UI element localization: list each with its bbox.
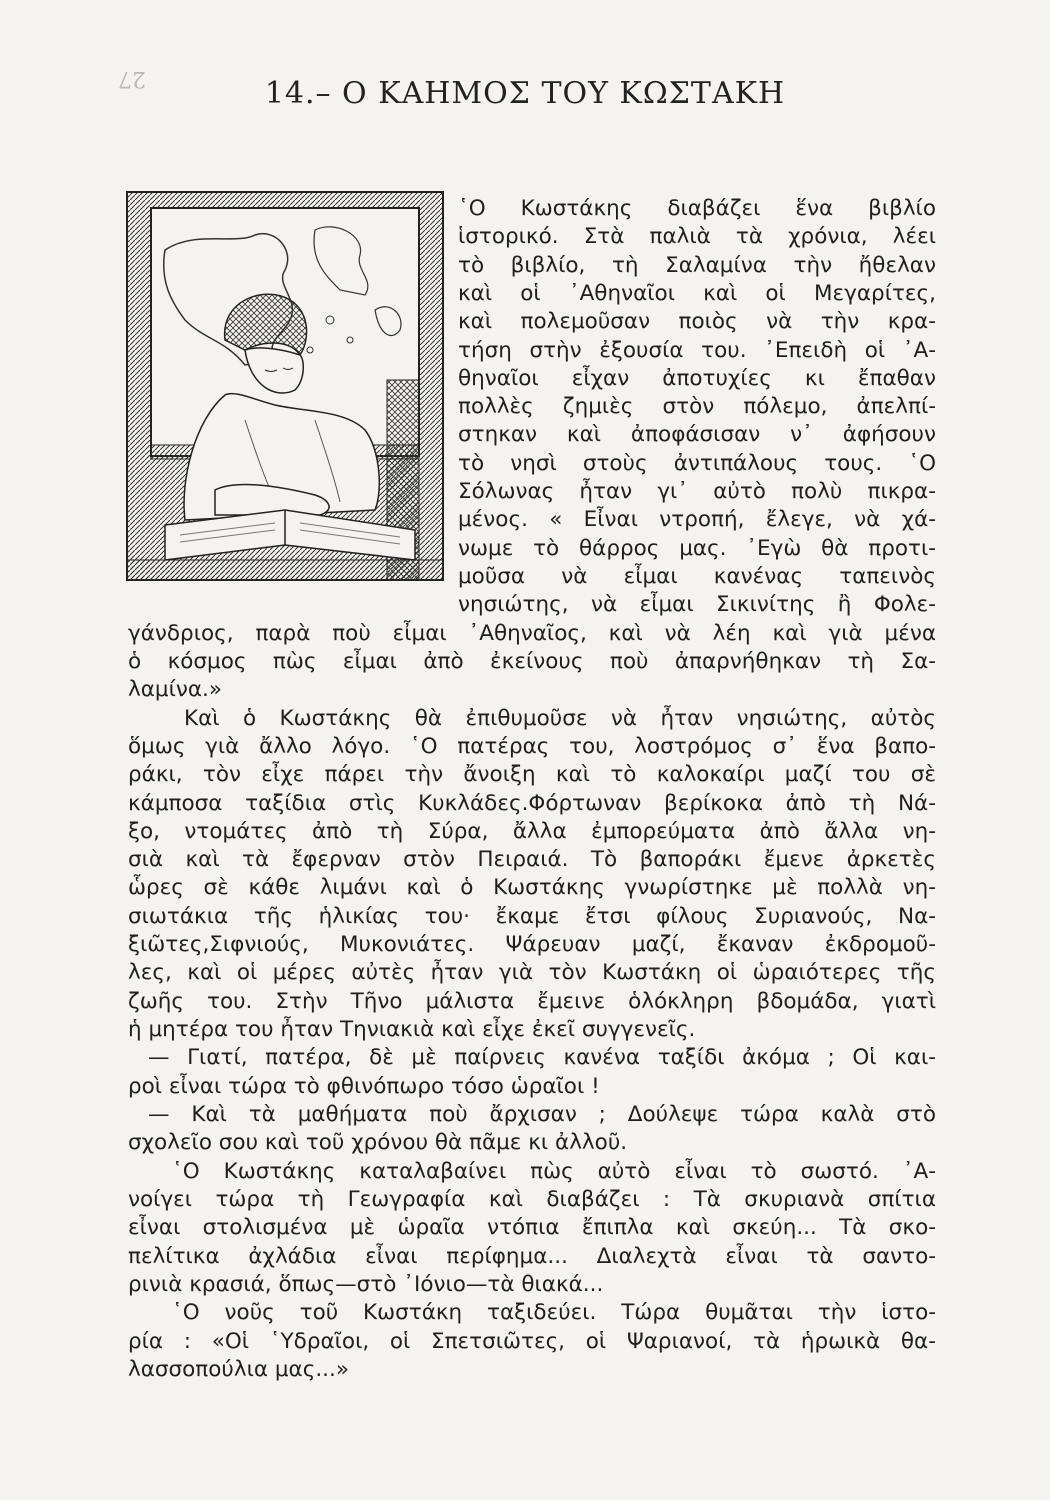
text-line: μένος. « Εἶναι ντροπή, ἔλεγε, νὰ χά- bbox=[458, 507, 936, 532]
text-line: θηναῖοι εἶχαν ἀποτυχίες κι ἔπαθαν bbox=[458, 366, 936, 391]
text-line: — Καὶ τὰ μαθήματα ποὺ ἄρχισαν ; Δούλεψε τώρα καλὰ στὸ bbox=[148, 1102, 936, 1127]
text-line: ὅμως γιὰ ἄλλο λόγο. ῾Ο πατέρας του, λοστρόμος σ᾿ ἕνα βαπο- bbox=[128, 734, 936, 759]
text-line: εἶναι στολισμένα μὲ ὡραῖα ντόπια ἔπιπλα καὶ σκεύη... Τὰ σκο- bbox=[128, 1215, 936, 1240]
text-line: ἱστορικό. Στὰ παλιὰ τὰ χρόνια, λέει bbox=[458, 224, 936, 249]
text-line: ῾Ο νοῦς τοῦ Κωστάκη ταξιδεύει. Τώρα θυμᾶται τὴν ἱστο- bbox=[172, 1300, 936, 1325]
text-line: στηκαν καὶ ἀποφάσισαν ν᾿ ἀφήσουν bbox=[458, 422, 936, 447]
chapter-title: 14.– Ο ΚΑΗΜΟΣ ΤΟΥ ΚΩΣΤΑΚΗ bbox=[264, 76, 786, 111]
text-line: ροὶ εἶναι τώρα τὸ φθινόπωρο τόσο ὡραῖοι ! bbox=[128, 1074, 600, 1099]
text-line: νοίγει τώρα τὴ Γεωγραφία καὶ διαβάζει : Τὰ σκυριανὰ σπίτια bbox=[128, 1187, 936, 1212]
text-line: νωμε τὸ θάρρος μας. ᾿Εγὼ θὰ προτι- bbox=[458, 536, 936, 561]
text-line: γάνδριος, παρὰ ποὺ εἶμαι ᾿Αθηναῖος, καὶ νὰ λέη καὶ γιὰ μένα bbox=[128, 621, 936, 646]
text-line: σχολεῖο σου καὶ τοῦ χρόνου θὰ πᾶμε κι ἀλλοῦ. bbox=[128, 1130, 628, 1155]
text-line: ράκι, τὸν εἶχε πάρει τὴν ἄνοιξη καὶ τὸ καλοκαίρι μαζί του σὲ bbox=[128, 762, 936, 787]
text-line: μοῦσα νὰ εἶμαι κανένας ταπεινὸς bbox=[458, 564, 936, 589]
text-line: λασσοπούλια μας...» bbox=[128, 1357, 349, 1382]
text-line: ξο, ντομάτες ἀπὸ τὴ Σύρα, ἄλλα ἐμπορεύματα ἀπὸ ἄλλα νη- bbox=[128, 819, 936, 844]
text-line: ῾Ο Κωστάκης διαβάζει ἕνα βιβλίο bbox=[458, 196, 936, 221]
text-line: σιωτάκια τῆς ἡλικίας του· ἔκαμε ἔτσι φίλους Συριανούς, Να- bbox=[128, 904, 936, 929]
text-line: — Γιατί, πατέρα, δὲ μὲ παίρνεις κανένα ταξίδι ἀκόμα ; Οἱ και- bbox=[148, 1045, 936, 1070]
text-line: κάμποσα ταξίδια στὶς Κυκλάδες.Φόρτωναν βερίκοκα ἀπὸ τὴ Νά- bbox=[128, 791, 936, 816]
text-line: ῾Ο Κωστάκης καταλαβαίνει πὼς αὐτὸ εἶναι τὸ σωστό. ᾿Α- bbox=[172, 1159, 936, 1184]
text-line: νησιώτης, νὰ εἶμαι Σικινίτης ἢ Φολε- bbox=[458, 592, 936, 617]
text-line: πελίτικα ἀχλάδια εἶναι περίφημα... Διαλεχτὰ εἶναι τὰ σαντο- bbox=[128, 1244, 936, 1269]
text-line: ἡ μητέρα του ἦταν Τηνιακιὰ καὶ εἶχε ἐκεῖ συγγενεῖς. bbox=[128, 1017, 696, 1042]
text-line: πολλὲς ζημιὲς στὸν πόλεμο, ἀπελπί- bbox=[458, 394, 936, 419]
text-line: Καὶ ὁ Κωστάκης θὰ ἐπιθυμοῦσε νὰ ἦταν νησιώτης, αὐτὸς bbox=[184, 706, 936, 731]
text-line: Σόλωνας ἦταν γι᾿ αὐτὸ πολὺ πικρα- bbox=[458, 479, 936, 504]
text-line: καὶ πολεμοῦσαν ποιὸς νὰ τὴν κρα- bbox=[458, 309, 936, 334]
text-line: ρία : «Οἱ ῾Υδραῖοι, οἱ Σπετσιῶτες, οἱ Ψαριανοί, τὰ ἡρωικὰ θα- bbox=[128, 1329, 936, 1354]
text-line: ὧρες σὲ κάθε λιμάνι καὶ ὁ Κωστάκης γνωρίστηκε μὲ πολλὰ νη- bbox=[128, 875, 936, 900]
boy-reading-illustration bbox=[125, 190, 445, 582]
text-line: ξιῶτες,Σιφνιούς, Μυκονιάτες. Ψάρευαν μαζί, ἔκαναν ἐκδρομοῦ- bbox=[128, 932, 936, 957]
text-line: σιὰ καὶ τὰ ἔφερναν στὸν Πειραιά. Τὸ βαποράκι ἔμενε ἀρκετὲς bbox=[128, 847, 936, 872]
page-number: 27 bbox=[118, 66, 146, 91]
text-line: ρινιὰ κρασιά, ὅπως—στὸ ᾿Ιόνιο—τὰ θιακά... bbox=[128, 1272, 604, 1297]
text-line: τὸ βιβλίο, τὴ Σαλαμίνα τὴν ἤθελαν bbox=[458, 253, 936, 278]
text-line: τὸ νησὶ στοὺς ἀντιπάλους τους. ῾Ο bbox=[458, 451, 936, 476]
text-line: ὁ κόσμος πὼς εἶμαι ἀπὸ ἐκείνους ποὺ ἀπαρνήθηκαν τὴ Σα- bbox=[128, 649, 936, 674]
text-line: τήση στὴν ἐξουσία του. ᾿Επειδὴ οἱ ᾿Α- bbox=[458, 338, 936, 363]
text-line: ζωῆς του. Στὴν Τῆνο μάλιστα ἔμεινε ὁλόκληρη βδομάδα, γιατὶ bbox=[128, 989, 936, 1014]
text-line: καὶ οἱ ᾿Αθηναῖοι καὶ οἱ Μεγαρίτες, bbox=[458, 281, 936, 306]
text-line: λες, καὶ οἱ μέρες αὐτὲς ἦταν γιὰ τὸν Κωστάκη οἱ ὡραιότερες τῆς bbox=[128, 960, 936, 985]
text-line: λαμίνα.» bbox=[128, 677, 223, 702]
